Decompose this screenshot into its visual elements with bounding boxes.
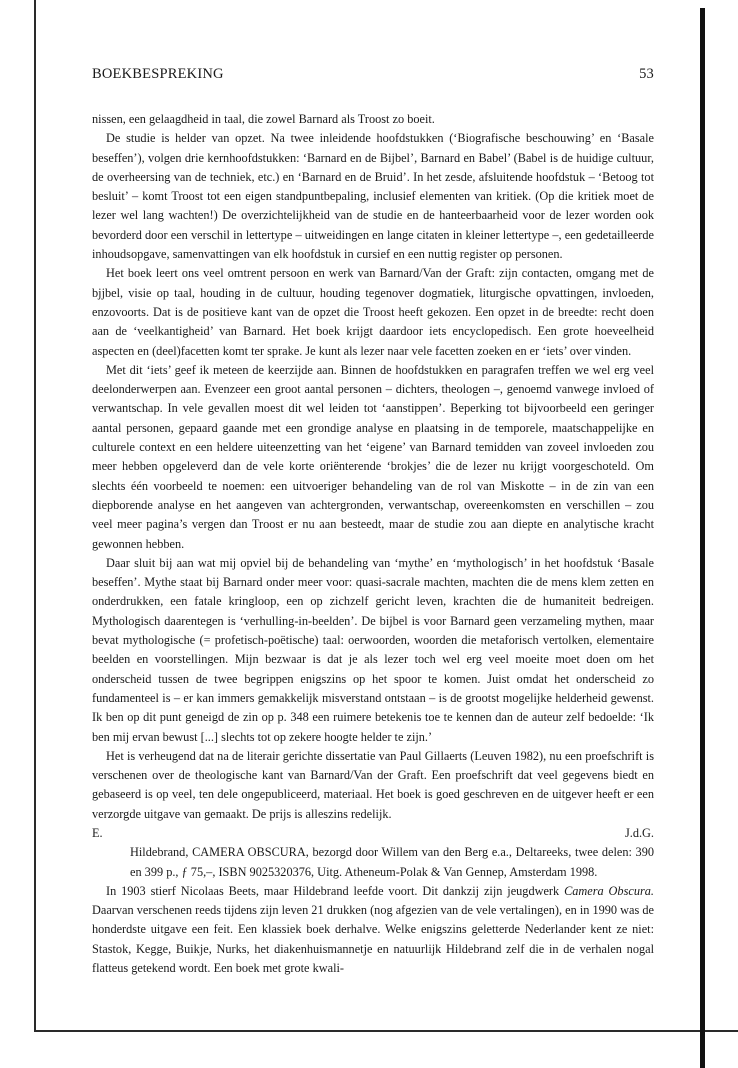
paragraph-structure: De studie is helder van opzet. Na twee inleidende hoofdstukken (‘Biografische beschouwing’ en ‘Basale beseffen’), volgen drie kernhoofdstukken: ‘Barnard en de Bijbel’, Barnard en Babel’ (Babel is de huidige cultuur, de overheersing van de techniek, etc.) en ‘Barnard en de Bruid’. In het zesde, afsluitende hoofdstuk – ‘Betoog tot besluit’ – komt Troost tot een eigen standpuntbepaling, inclusief elementen van kritiek. (Op die kritiek moet de lezer wel lang wachten!) De overzichtelijkheid van de studie en de hanteerbaarheid voor de lezer worden ook bevorderd door een verschil in lettertype – uitweidingen en lange citaten in kleiner lettertype –, een gedetailleerde inhoudsopgave, samenvattingen van elk hoofdstuk in cursief en een nuttig register op personen. (92, 131, 654, 262)
signature-author: J.d.G. (624, 825, 654, 840)
signature-left: E. (92, 825, 103, 840)
hildebrand-text-1: In 1903 stierf Nicolaas Beets, maar Hildebrand leefde voort. Dit dankzij zijn jeugdwerk (106, 883, 565, 898)
article-body (92, 110, 654, 978)
scan-left-edge (34, 0, 36, 1030)
scan-bottom-edge (34, 1030, 738, 1032)
scan-right-edge (700, 8, 705, 1068)
paragraph-critique: Met dit ‘iets’ geef ik meteen de keerzijde aan. Binnen de hoofdstukken en paragrafen treffen we wel erg veel deelonderwerpen aan. Evenzeer een groot aantal personen – dichters, theologen –, genoemd vanwege invloed of verwantschap. In vele gevallen moest dit wel leiden tot ‘aanstippen’. Beperking tot bijvoorbeeld een geringer aantal personen, gepaard gaande met een grondige analyse en plaatsing in de temporele, maatschappelijke en culturele context en een heldere uiteenzetting van het ‘eigene’ van Barnard temidden van zoveel invloeden zou meer hebben opgeleverd dan de vele korte oriënterende ‘brokjes’ die de lezer nu krijgt voorgeschoteld. Om slechts één voorbeeld te noemen: een uitvoeriger behandeling van de rol van Miskotte – in de zin van een diepborende analyse en het aangeven van achtergronden, verwantschap, overeenkomsten en verschillen – zou veel meer pagina’s vergen dan Troost er nu aan besteedt, maar de studie zou aan diepte en analytische kracht gewonnen hebben. (92, 362, 654, 551)
page-header (92, 66, 654, 83)
book-title-italic: Camera Obscura. (564, 883, 654, 898)
hildebrand-text-2: Daarvan verschenen reeds tijdens zijn leven 21 drukken (nog afgezien van de vele vertalingen), en in 1990 was de honderdste uitgave een feit. Een klassiek boek derhalve. Welke enigszins geletterde Nederlander kent ze niet: Stastok, Kegge, Buikje, Nurks, het diakenhuismannetje en natuurlijk Hildebrand zelf die in de verhalen nogal flatteus getekend wordt. Een boek met grote kwali- (92, 903, 654, 976)
book-citation: Hildebrand, CAMERA OBSCURA, bezorgd door Willem van den Berg e.a., Deltareeks, twee delen: 390 en 399 p., ƒ 75,–, ISBN 9025320376, Uitg. Atheneum-Polak & Van Gennep, Amsterdam 1998. (130, 845, 654, 879)
paragraph-content: Het boek leert ons veel omtrent persoon en werk van Barnard/Van der Graft: zijn contacten, omgang met de bjjbel, visie op taal, houding in de cultuur, houding tegenover dogmatiek, liturgische opvattingen, invloeden, enzovoorts. Dat is de positieve kant van de opzet die Troost heeft gekozen. Een opzet in de breedte: recht doen aan de ‘veelkantigheid’ van Barnard. Het boek krijgt daardoor iets encyclopedisch. Een grote hoeveelheid aspecten en (deel)facetten komt ter sprake. Je kunt als lezer naar vele facetten zoeken en er ‘iets’ over vinden. (92, 266, 654, 358)
paragraph-continuation: nissen, een gelaagdheid in taal, die zowel Barnard als Troost zo boeit. (92, 112, 435, 126)
page-number: 53 (639, 66, 654, 82)
paragraph-conclusion: Het is verheugend dat na de literair gerichte dissertatie van Paul Gillaerts (Leuven 1982), nu een proefschrift is verschenen over de theologische kant van Barnard/Van der Graft. Een proefschrift dat veel gegevens biedt en gebaseerd is op veel, ten dele ongepubliceerd, materiaal. Het boek is goed geschreven en de uitgever heeft er een verzorgde uitgave van gemaakt. De prijs is alleszins redelijk. (92, 748, 654, 821)
review-signature (92, 824, 654, 843)
running-title: BOEKBESPREKING (92, 66, 224, 82)
paragraph-hildebrand (92, 882, 654, 978)
paragraph-mythe: Daar sluit bij aan wat mij opviel bij de behandeling van ‘mythe’ en ‘mythologisch’ in het hoofdstuk ‘Basale beseffen’. Mythe staat bij Barnard onder meer voor: quasi-sacrale machten, machten die de mens klem zetten en onderdrukken, een fatale kringloop, een op zichzelf gericht leven, krachten die de humaniteit bedreigen. Mythologisch daarentegen is ‘verhulling-in-beelden’. De bijbel is voor Barnard geen verzameling mythen, maar bevat mythologische (= profetisch-poëtische) taal: oerwoorden, woorden die metaforisch vertolken, elementaire beelden en voorstellingen. Mijn bezwaar is dat je als lezer toch wel erg veel moeite moet doen om het onderscheid tussen de twee begrippen enigszins op het spoor te komen. Juist omdat het onderscheid zo fundamenteel is – er kan immers gemakkelijk misverstand ontstaan – is de grootst mogelijke helderheid gewenst. Ik ben op dit punt geneigd de zin op p. 348 een ruimere betekenis toe te kennen dan de auteur zelf bedoelde: ‘Ik ben mij ervan bewust [...] slechts tot op zekere hoogte helder te zijn.’ (92, 555, 654, 744)
